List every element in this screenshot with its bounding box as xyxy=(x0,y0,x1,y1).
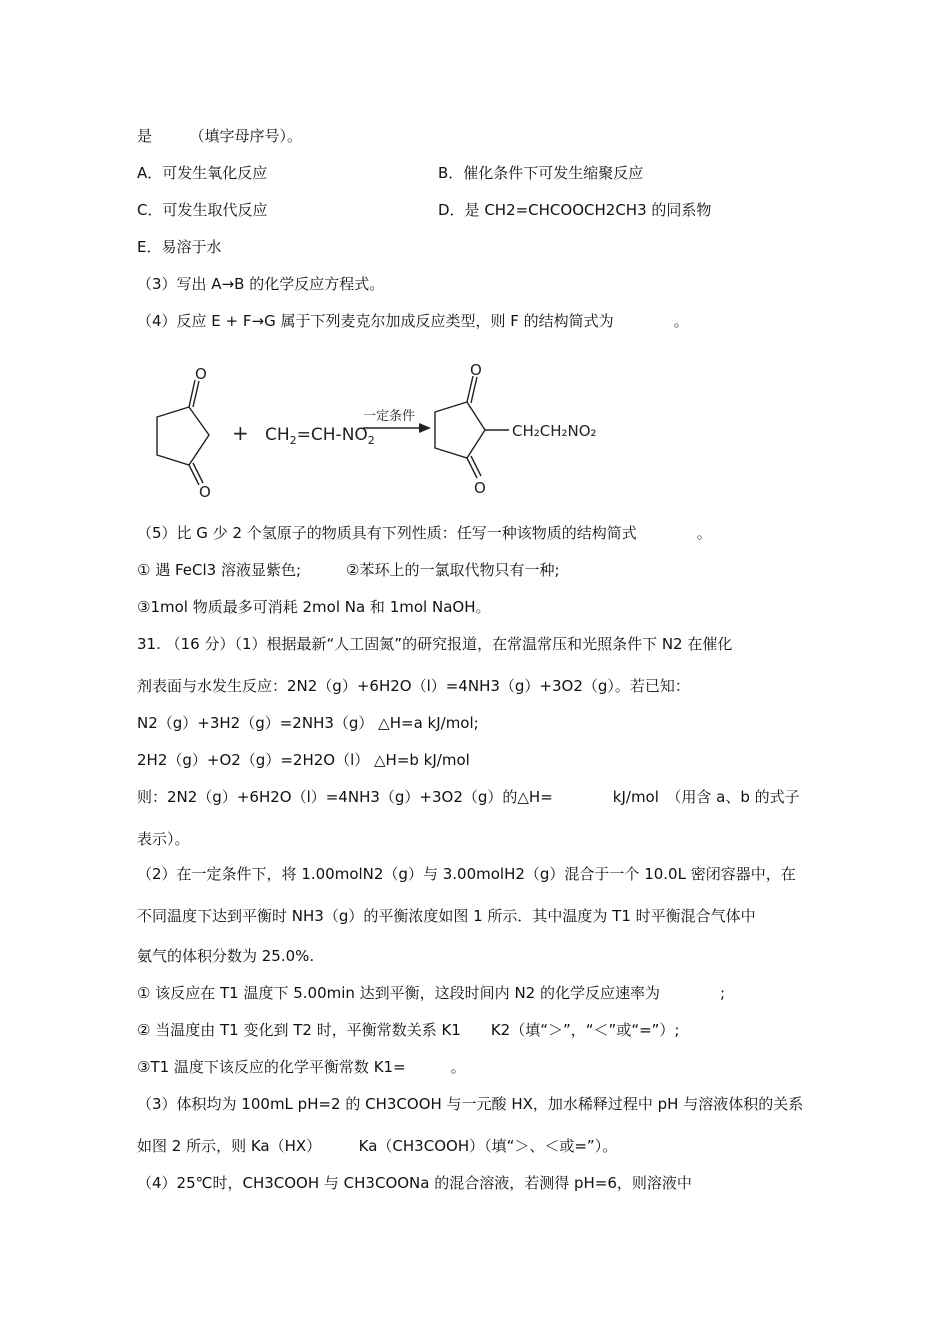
question-31-ask: 则：2N2（g）+6H2O（l）=4NH3（g）+3O2（g）的△H= kJ/mol （用含 a、b 的式子 xyxy=(137,788,800,806)
question-5-condition-1-2: ① 遇 FeCl3 溶液显紫色; ②苯环上的一氯取代物只有一种; xyxy=(137,561,560,579)
oxygen-label-1: O xyxy=(195,365,207,383)
question-31-3-line-1: （3）体积均为 100mL pH=2 的 CH3COOH 与一元酸 HX，加水稀释过程中 pH 与溶液体积的关系 xyxy=(137,1095,804,1113)
question-3: （3）写出 A→B 的化学反应方程式。 xyxy=(137,275,385,293)
plus-sign: + xyxy=(232,421,249,445)
question-31-2-line-3: 氨气的体积分数为 25.0%. xyxy=(137,947,315,965)
nitroethylene-formula xyxy=(265,425,375,447)
question-31-4-line-1: （4）25℃时，CH3COOH 与 CH3COONa 的混合溶液，若测得 pH=6，则溶液中 xyxy=(137,1174,692,1192)
reactant-sub-b: 2 xyxy=(367,434,375,447)
product-side-chain: CH₂CH₂NO₂ xyxy=(512,422,597,440)
option-e: E．易溶于水 xyxy=(137,238,222,256)
oxygen-label-2: O xyxy=(199,483,211,501)
question-31-2-line-2: 不同温度下达到平衡时 NH3（g）的平衡浓度如图 1 所示．其中温度为 T1 时平衡混合气体中 xyxy=(137,907,756,925)
answer-prompt: 是 （填字母序号）。 xyxy=(137,127,303,145)
equation-1: N2（g）+3H2（g）=2NH3（g） △H=a kJ/mol; xyxy=(137,714,479,732)
question-5-condition-3: ③1mol 物质最多可消耗 2mol Na 和 1mol NaOH。 xyxy=(137,598,491,616)
product-structure xyxy=(435,376,509,478)
question-31-intro-2: 剂表面与水发生反应：2N2（g）+6H2O（l）=4NH3（g）+3O2（g）。若已知： xyxy=(137,677,690,695)
option-c: C．可发生取代反应 xyxy=(137,201,268,219)
michael-addition-figure xyxy=(137,360,617,510)
reactant-mid: =CH-NO xyxy=(296,425,368,445)
question-31-3-line-2: 如图 2 所示，则 Ka（HX） Ka（CH3COOH）（填“＞、＜或=”）。 xyxy=(137,1137,618,1155)
reactant-sub: 2 xyxy=(289,434,297,447)
equation-2: 2H2（g）+O2（g）=2H2O（l） △H=b kJ/mol xyxy=(137,751,470,769)
question-31-intro-1: 31. （16 分）（1）根据最新“人工固氮”的研究报道，在常温常压和光照条件下 N2 在催化 xyxy=(137,635,733,653)
option-b: B．催化条件下可发生缩聚反应 xyxy=(438,164,644,182)
question-31-2-sub-1: ① 该反应在 T1 温度下 5.00min 达到平衡，这段时间内 N2 的化学反应速率为 ; xyxy=(137,984,726,1002)
question-31-2-sub-3: ③T1 温度下该反应的化学平衡常数 K1= 。 xyxy=(137,1058,466,1076)
question-31-2-line-1: （2）在一定条件下，将 1.00molN2（g）与 3.00molH2（g）混合于一个 10.0L 密闭容器中，在 xyxy=(137,865,796,883)
question-31-ask-end: 表示）。 xyxy=(137,830,190,848)
product-oxygen-1: O xyxy=(470,361,482,379)
question-31-2-sub-2: ② 当温度由 T1 变化到 T2 时，平衡常数关系 K1 K2（填“＞”，“＜”或“=”）; xyxy=(137,1021,680,1039)
option-a: A．可发生氧化反应 xyxy=(137,164,268,182)
question-4: （4）反应 E + F→G 属于下列麦克尔加成反应类型，则 F 的结构简式为 。 xyxy=(137,312,689,330)
option-d: D．是 CH2=CHCOOCH2CH3 的同系物 xyxy=(438,201,712,219)
reaction-condition: 一定条件 xyxy=(363,409,416,424)
cyclopentanedione-structure xyxy=(157,380,209,485)
reactant-ch: CH xyxy=(265,425,290,445)
reaction-arrow xyxy=(363,423,431,433)
question-5: （5）比 G 少 2 个氢原子的物质具有下列性质：任写一种该物质的结构简式 。 xyxy=(137,524,712,542)
product-oxygen-2: O xyxy=(474,479,486,497)
